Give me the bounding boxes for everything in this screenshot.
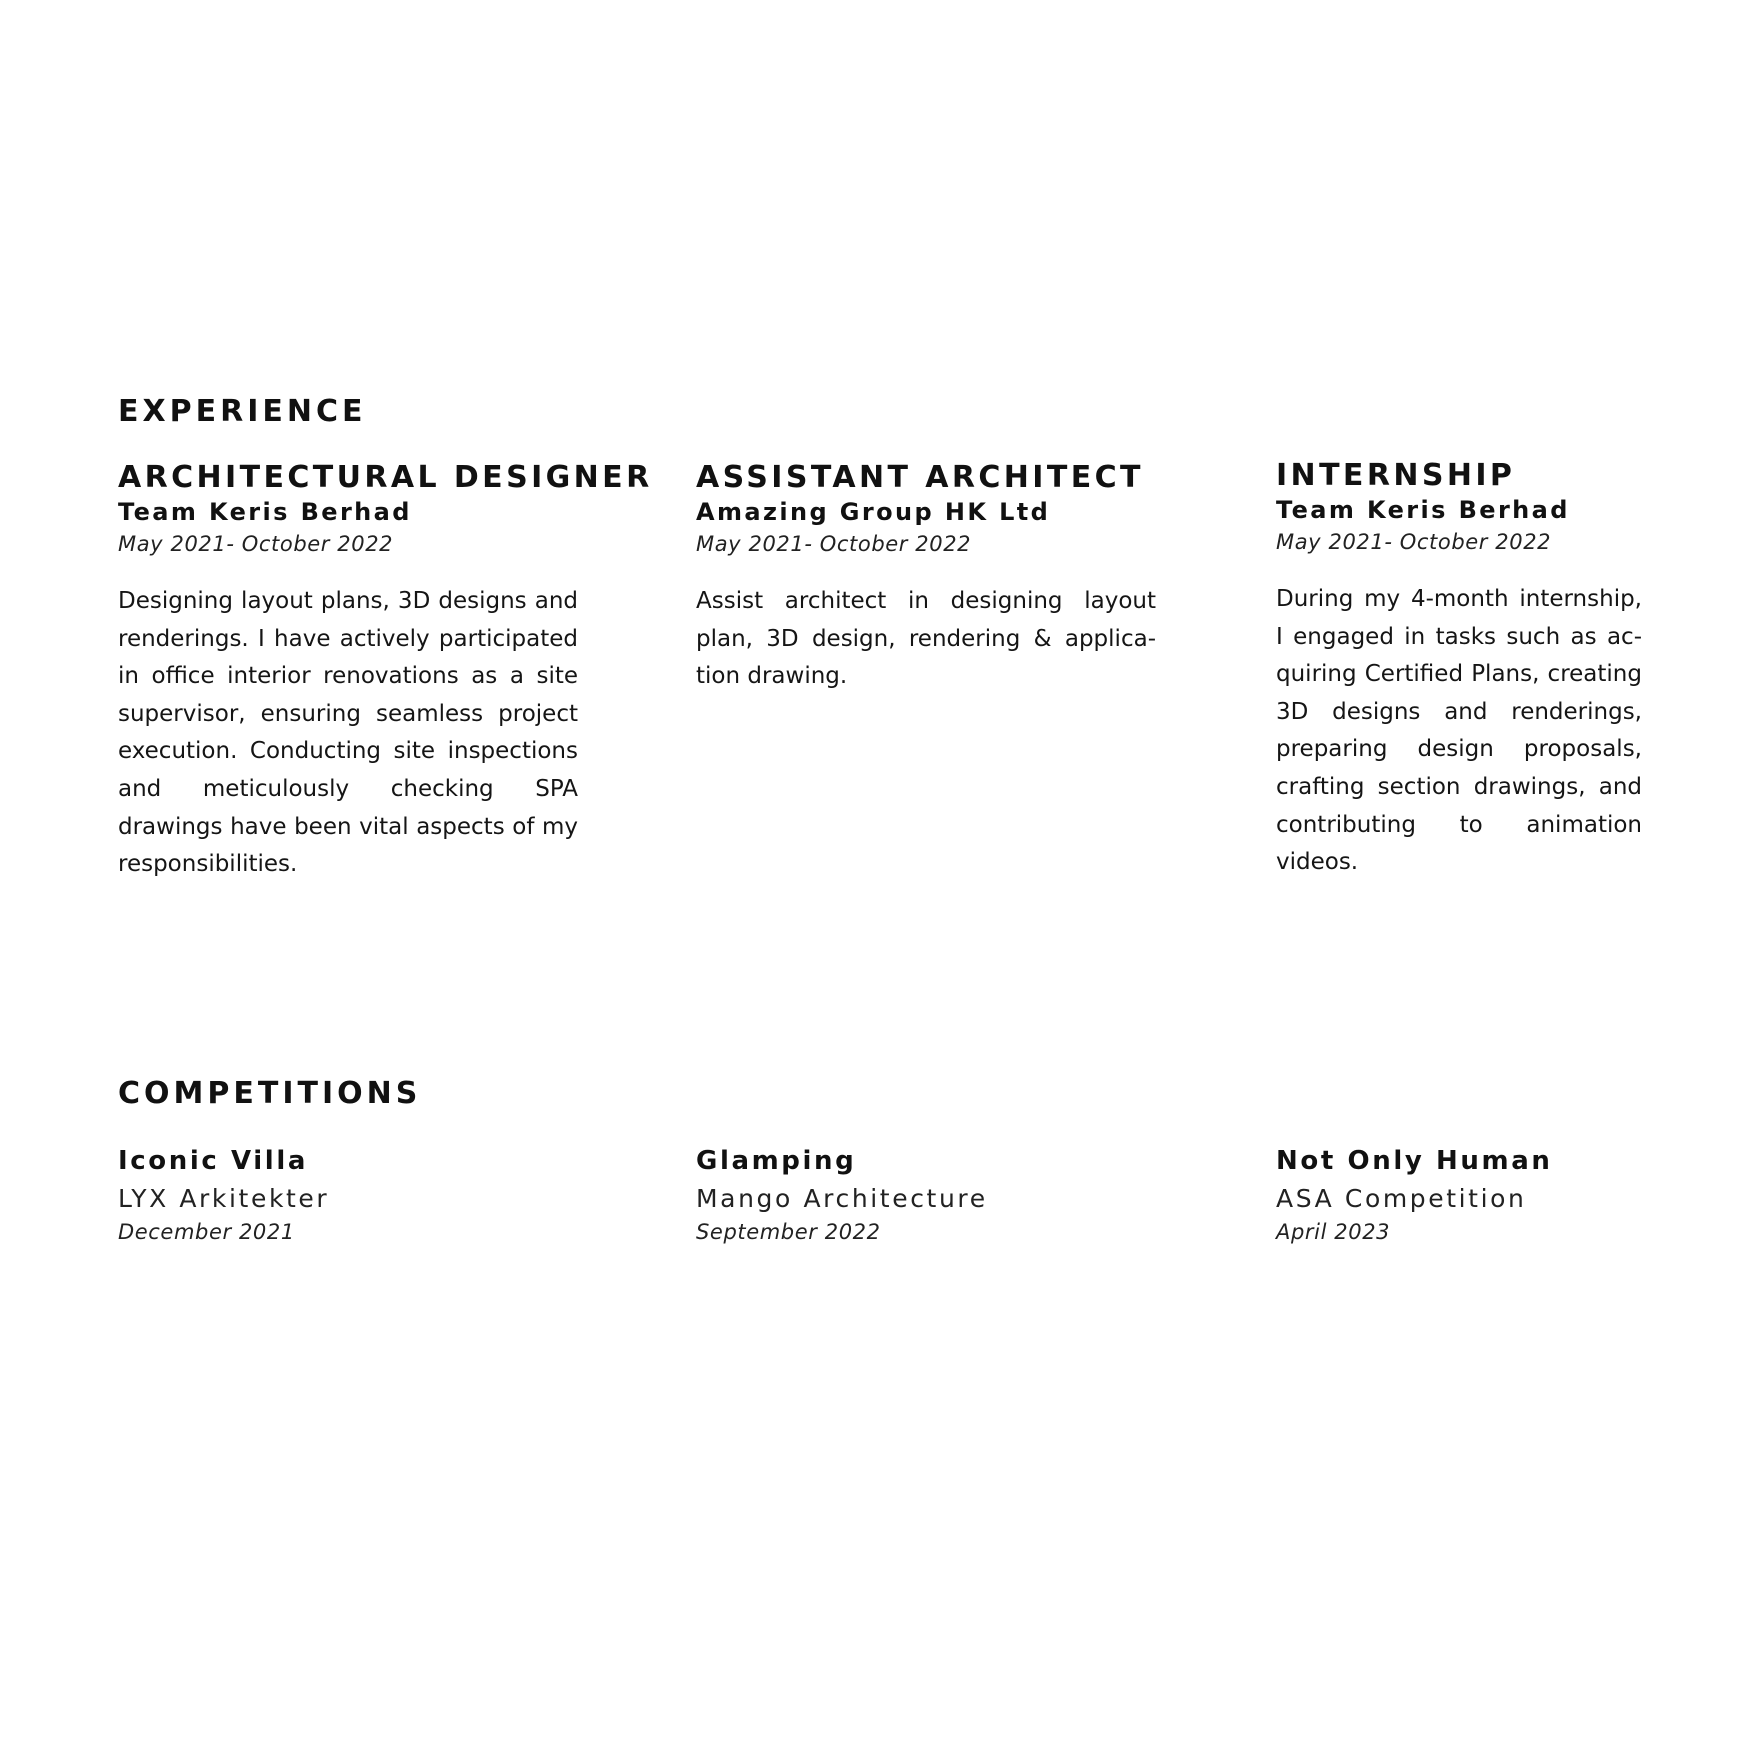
job-description: Designing layout plans, 3D designs and renderings. I have actively participated in office interior renovations as a site supervisor, ensuring seamless project execution. Conducting site inspections and meticulously checking SPA drawings have been vital aspects of my responsibilities.: [118, 588, 578, 878]
experience-item-internship: [1276, 458, 1642, 882]
competition-organizer: Mango Architecture: [696, 1184, 988, 1213]
competition-date: December 2021: [118, 1220, 295, 1244]
job-description: Assist architect in designing layout plan, 3D design, rendering & application drawing.: [696, 588, 1156, 690]
competition-name: Glamping: [696, 1146, 857, 1176]
employment-dates: May 2021- October 2022: [118, 532, 394, 556]
experience-item-assistant-architect: [696, 460, 1156, 696]
job-title: ASSISTANT ARCHITECT: [696, 460, 1144, 495]
competition-item-glamping: [696, 1142, 1156, 1246]
job-description: During my 4-month internship, I engaged in tasks such as acquiring Certified Plans, creating 3D designs and renderings, preparing design proposals, crafting section drawings, and contributing to animation videos.: [1276, 586, 1642, 876]
competition-name: Iconic Villa: [118, 1146, 308, 1176]
competition-organizer: ASA Competition: [1276, 1184, 1527, 1213]
employment-dates: May 2021- October 2022: [1276, 530, 1552, 554]
competition-item-not-only-human: [1276, 1142, 1676, 1246]
employment-dates: May 2021- October 2022: [696, 532, 972, 556]
company-name: Team Keris Berhad: [1276, 496, 1570, 524]
experience-item-architectural-designer: [118, 460, 653, 884]
experience-heading: EXPERIENCE: [118, 394, 367, 429]
company-name: Amazing Group HK Ltd: [696, 498, 1051, 526]
company-name: Team Keris Berhad: [118, 498, 412, 526]
competition-organizer: LYX Arkitekter: [118, 1184, 330, 1213]
competition-date: April 2023: [1276, 1220, 1391, 1244]
competitions-heading: COMPETITIONS: [118, 1076, 422, 1111]
competition-date: September 2022: [696, 1220, 881, 1244]
job-title: ARCHITECTURAL DESIGNER: [118, 460, 653, 495]
job-title: INTERNSHIP: [1276, 458, 1516, 493]
competition-name: Not Only Human: [1276, 1146, 1553, 1176]
competition-item-iconic-villa: [118, 1142, 578, 1246]
